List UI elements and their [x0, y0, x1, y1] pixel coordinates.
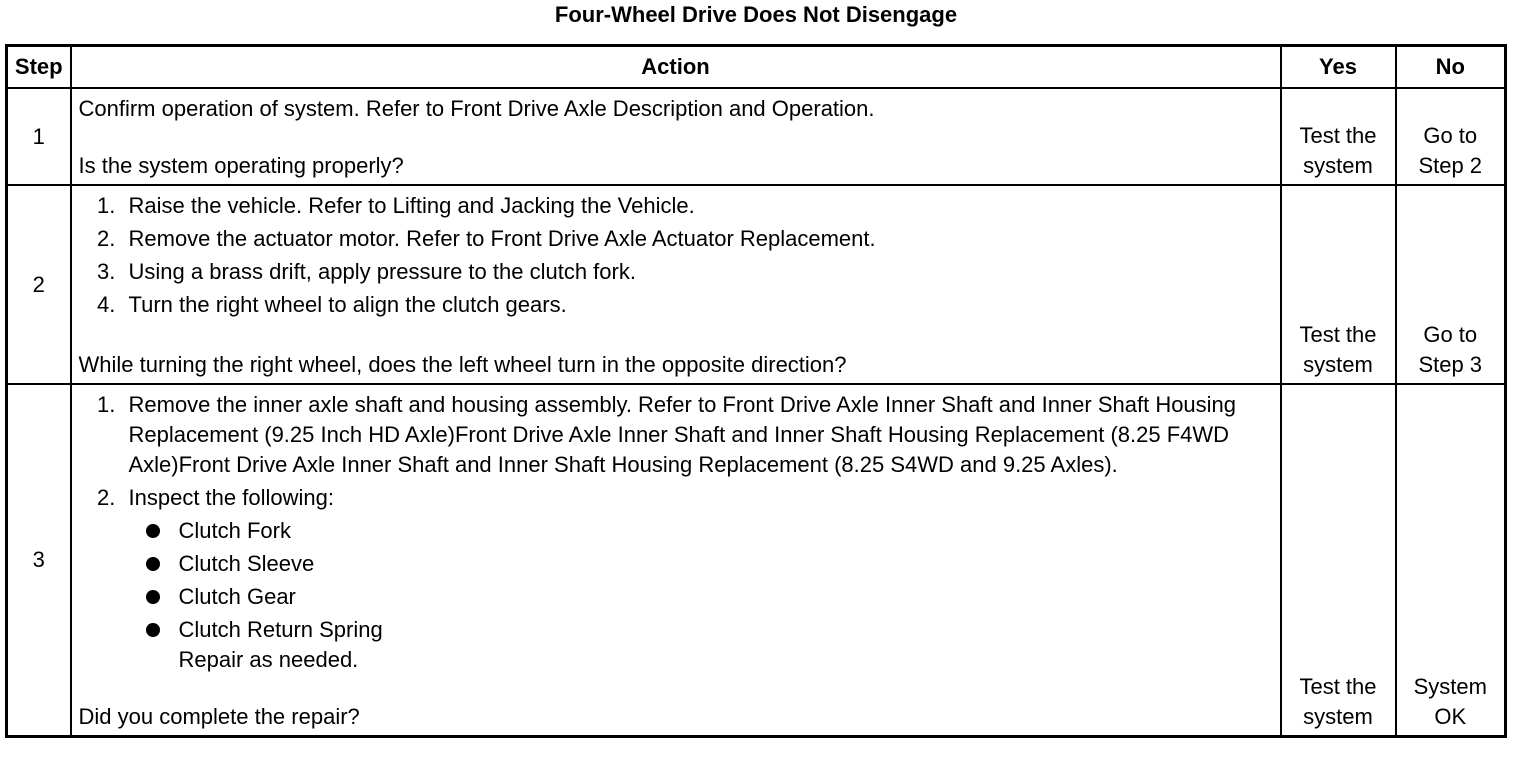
yes-cell: [1281, 88, 1396, 185]
inspect-bullet-list: [79, 516, 1272, 645]
no-text: Step 2: [1418, 153, 1483, 178]
action-cell: [71, 88, 1281, 185]
action-question: Is the system operating properly?: [78, 153, 404, 178]
bullet-item: [179, 615, 1272, 645]
no-text: OK: [1434, 704, 1467, 729]
action-cell: [71, 384, 1281, 737]
yes-text: Test the: [1299, 322, 1377, 347]
yes-cell: [1281, 384, 1396, 737]
list-item: 4. Turn the right wheel to align the clutch gears.: [122, 290, 1272, 320]
yes-text: system: [1303, 153, 1373, 178]
bullet-icon: [146, 557, 160, 571]
list-item: 1. Raise the vehicle. Refer to Lifting and Jacking the Vehicle.: [122, 191, 1272, 221]
header-step: Step: [7, 46, 71, 89]
header-row: [7, 46, 1506, 89]
bullet-icon: [146, 590, 160, 604]
list-item: 1. Remove the inner axle shaft and housing assembly. Refer to Front Drive Axle Inner Shaft and Inner Shaft Housing Replacement (9.25 Inch HD Axle)Front Drive Axle Inner Shaft and Inner Shaft Housing Replacement (8.25 F4WD Axle)Front Drive Axle Inner Shaft and Inner Shaft Housing Replacement (8.25 S4WD and 9.25 Axles).: [122, 390, 1272, 480]
no-text: Go to: [1423, 322, 1478, 347]
yes-text: system: [1303, 352, 1373, 377]
yes-text: system: [1303, 704, 1373, 729]
list-item: 3. Using a brass drift, apply pressure to the clutch fork.: [122, 257, 1272, 287]
bullet-icon: [146, 524, 160, 538]
bullet-text: Clutch Sleeve: [178, 551, 315, 576]
yes-cell: [1281, 185, 1396, 384]
no-text: Step 3: [1418, 352, 1483, 377]
table-row: [7, 384, 1506, 737]
list-item: 2. Remove the actuator motor. Refer to Front Drive Axle Actuator Replacement.: [122, 224, 1272, 254]
list-item-text: Inspect the following:: [128, 485, 334, 510]
header-yes: Yes: [1281, 46, 1396, 89]
page-title: Four-Wheel Drive Does Not Disengage: [554, 2, 958, 27]
action-question: Did you complete the repair?: [78, 704, 360, 729]
diagnostic-table: [5, 44, 1507, 738]
header-action: Action: [71, 46, 1281, 89]
step-number: 1: [7, 88, 71, 185]
header-no: No: [1396, 46, 1506, 89]
table-row: [7, 88, 1506, 185]
no-cell: [1396, 185, 1506, 384]
repair-note: Repair as needed.: [178, 647, 359, 672]
bullet-text: Clutch Return Spring: [178, 617, 383, 642]
bullet-item: [179, 516, 1272, 546]
table-row: [7, 185, 1506, 384]
bullet-item: [179, 582, 1272, 612]
no-cell: [1396, 384, 1506, 737]
action-question: While turning the right wheel, does the left wheel turn in the opposite direction?: [78, 352, 847, 377]
action-cell: [71, 185, 1281, 384]
step-number: 3: [7, 384, 71, 737]
yes-text: Test the: [1299, 674, 1377, 699]
action-steps-list: [79, 390, 1272, 513]
bullet-icon: [146, 623, 160, 637]
action-text: Confirm operation of system. Refer to Front Drive Axle Description and Operation.: [78, 96, 875, 121]
no-text: Go to: [1423, 123, 1478, 148]
bullet-text: Clutch Fork: [178, 518, 291, 543]
yes-text: Test the: [1299, 123, 1377, 148]
bullet-text: Clutch Gear: [178, 584, 296, 609]
no-text: System: [1413, 674, 1487, 699]
action-steps-list: [79, 191, 1272, 320]
list-item: [122, 483, 1272, 513]
no-cell: [1396, 88, 1506, 185]
step-number: 2: [7, 185, 71, 384]
bullet-item: [179, 549, 1272, 579]
